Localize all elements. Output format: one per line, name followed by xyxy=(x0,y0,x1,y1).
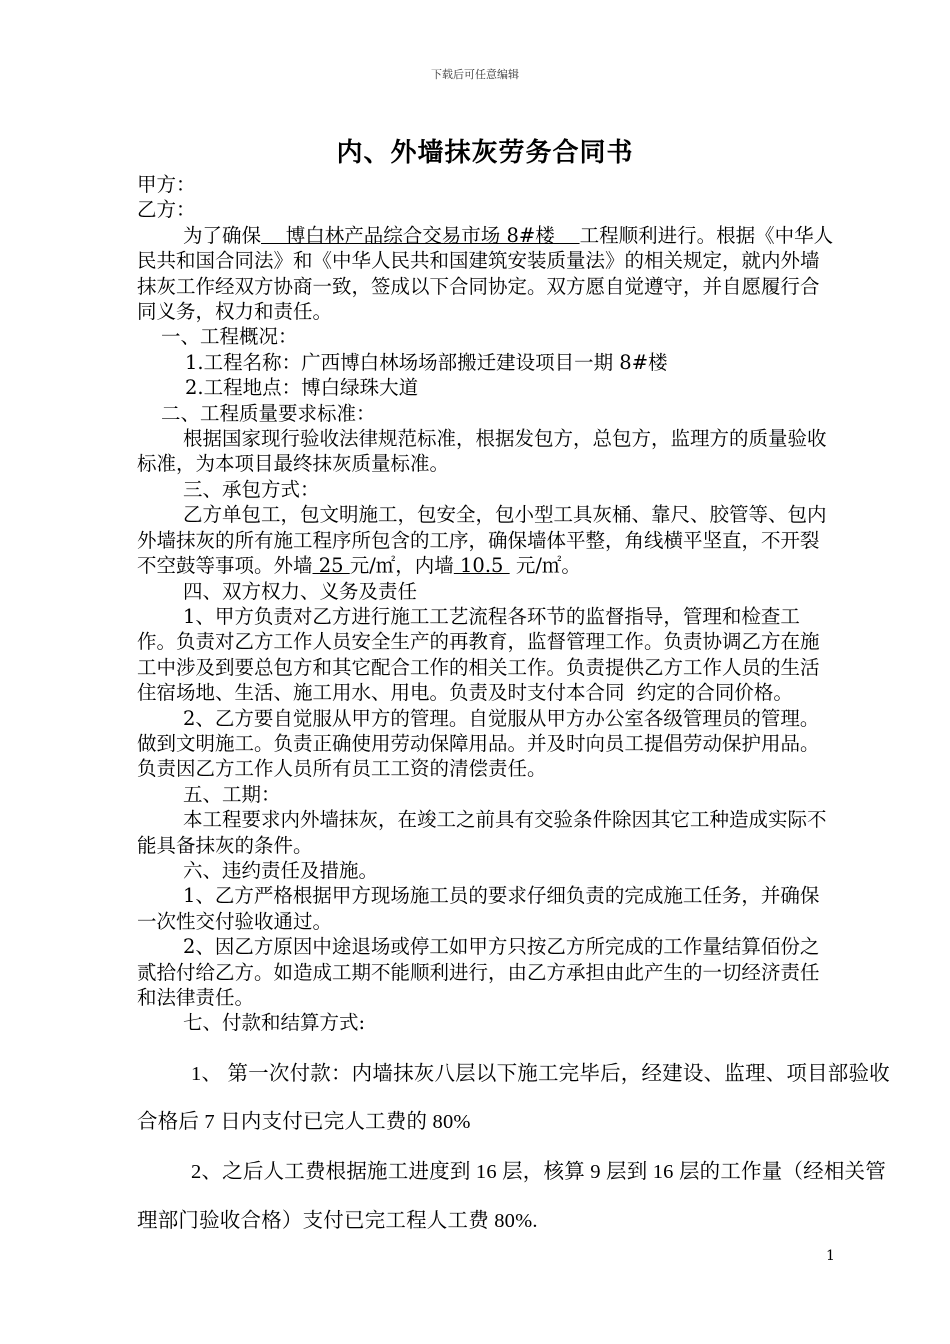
payment-1-line-2: 合格后 7 日内支付已完人工费的 80% xyxy=(137,1111,471,1133)
section-5-heading: 五、工期： xyxy=(183,782,281,806)
section-4-heading: 四、双方权力、义务及责任 xyxy=(183,579,418,603)
project-name-item: 1.工程名称：广西博白林场场部搬迁建设项目一期 8#楼 xyxy=(185,350,668,374)
party-b-line: 乙方： xyxy=(137,198,196,222)
section-6-paragraph-1: 1、乙方严格根据甲方现场施工员的要求仔细负责的完成施工任务，并确保一次性交付验收通过。 xyxy=(137,884,820,933)
section-4-paragraph-2: 2、乙方要自觉服从甲方的管理。自觉服从甲方办公室各级管理员的管理。做到文明施工。负责正确使用劳动保障用品。并及时向员工提倡劳动保护用品。负责因乙方工作人员所有员工工资的清偿责任。 xyxy=(137,706,820,781)
header-note: 下载后可任意编辑 xyxy=(431,68,519,81)
payment-1-line-1: 1、 第一次付款：内墙抹灰八层以下施工完毕后，经建设、监理、项目部验收 xyxy=(191,1063,890,1085)
section-3-paragraph xyxy=(137,502,837,578)
section-6-heading: 六、违约责任及措施。 xyxy=(183,858,379,882)
section-1-heading: 一、工程概况： xyxy=(161,325,298,349)
section-5-paragraph: 本工程要求内外墙抹灰，在竣工之前具有交验条件除因其它工种造成实际不能具备抹灰的条件。 xyxy=(137,808,827,857)
section-2-heading: 二、工程质量要求标准： xyxy=(161,401,376,425)
section-7-heading: 七、付款和结算方式: xyxy=(183,1011,366,1035)
price-mid-text: 元/㎡，内墙 xyxy=(349,554,454,578)
section-3-heading: 三、承包方式： xyxy=(183,477,320,501)
price-unit: 元/㎡。 xyxy=(509,554,581,578)
section-3-text: 乙方单包工，包文明施工，包安全，包小型工具灰桶、靠尺、胶管等、包内外墙抹灰的所有施工程序所包含的工序，确保墙体平整，角线横平坚直，不开裂不空鼓等事项。外墙 xyxy=(137,503,827,578)
inner-wall-price: 10.5 xyxy=(453,554,510,578)
payment-2-line-1: 2、之后人工费根据施工进度到 16 层，核算 9 层到 16 层的工作量（经相关管 xyxy=(191,1161,886,1183)
section-2-paragraph: 根据国家现行验收法律规范标准，根据发包方，总包方，监理方的质量验收标准，为本项目最终抹灰质量标准。 xyxy=(137,427,827,476)
intro-paragraph xyxy=(137,223,837,325)
contract-body xyxy=(137,172,837,1036)
project-name-blank: 博白林产品综合交易市场 8#楼 xyxy=(261,223,580,247)
project-location-item: 2.工程地点：博白绿珠大道 xyxy=(185,376,419,400)
document-title: 内、外墙抹灰劳务合同书 xyxy=(336,138,634,168)
section-6-paragraph-2: 2、因乙方原因中途退场或停工如甲方只按乙方所完成的工作量结算佰份之贰拾付给乙方。如造成工期不能顺利进行，由乙方承担由此产生的一切经济责任和法律责任。 xyxy=(137,935,820,1009)
party-a-line: 甲方： xyxy=(137,173,196,196)
outer-wall-price: 25 xyxy=(312,554,350,578)
intro-post: 工程顺利进行。根据《中华人民共和国合同法》和《中华人民共和国建筑安装质量法》的相关规定，就内外墙抹灰工作经双方协商一致，签成以下合同协定。双方愿自觉遵守，并自愿履行合同义务，权力和责任。 xyxy=(137,223,834,324)
section-4-paragraph-1: 1、甲方负责对乙方进行施工工艺流程各环节的监督指导，管理和检查工作。负责对乙方工作人员安全生产的再教育，监督管理工作。负责协调乙方在施工中涉及到要总包方和其它配合工作的相关工作。负责提供乙方工作人员的生活住宿场地、生活、施工用水、用电。负责及时支付本合同 约定的合同价格。 xyxy=(137,604,820,705)
payment-2-line-2: 理部门验收合格）支付已完工程人工费 80%. xyxy=(137,1210,538,1232)
page-number: 1 xyxy=(826,1248,835,1264)
intro-pre: 为了确保 xyxy=(183,223,262,247)
